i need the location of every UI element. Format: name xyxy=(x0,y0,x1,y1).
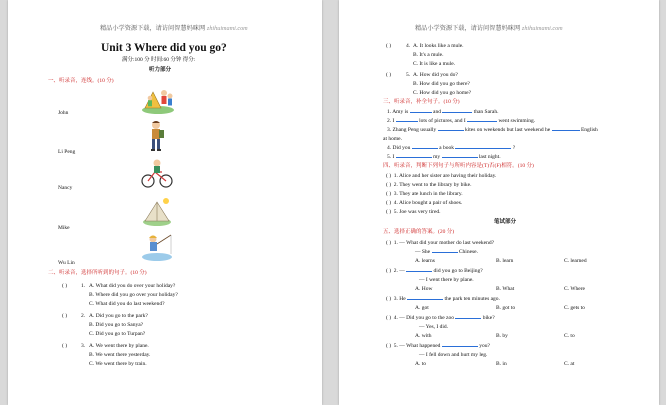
fill-sentence-3-cont: at home. xyxy=(383,136,402,142)
q2-option-b: B. Did you go to Sanya? xyxy=(89,322,144,328)
fill-blank[interactable] xyxy=(432,252,458,253)
fill-sentence-5: 5. I my last night. xyxy=(387,154,501,160)
fill-blank[interactable] xyxy=(467,121,497,122)
tf-row: ( ) 5. Joe was very tired. xyxy=(386,209,441,215)
hiker-icon xyxy=(143,119,169,153)
mc-q4-option-c: C. to xyxy=(564,333,575,339)
section-4-heading: 四、听录音，判断下列句子与所听内容是(T)否(F)相符。(10 分) xyxy=(383,163,534,169)
q3-option-a: A. We went there by plane. xyxy=(89,343,149,349)
q2-number: 2. xyxy=(81,313,86,319)
answer-bracket-q2[interactable]: ( ) xyxy=(62,313,68,319)
q3-number: 3. xyxy=(81,343,86,349)
name-mike: Mike xyxy=(58,225,70,231)
q5-option-c: C. How did you go home? xyxy=(413,90,472,96)
answer-bracket[interactable]: ( ) xyxy=(386,343,392,349)
q1-number: 1. xyxy=(81,283,86,289)
name-li-peng: Li Peng xyxy=(58,149,76,155)
answer-bracket[interactable]: ( ) xyxy=(386,200,392,206)
fill-sentence-1: 1. Amy is and than Sarah. xyxy=(387,109,499,115)
site-banner[interactable]: 精品小学资源下载，请访问智慧妈咪网 zhihuimami.com xyxy=(415,25,563,32)
q4-option-c: C. It is like a mule. xyxy=(413,61,456,67)
fill-sentence-4: 4. Did you a book ? xyxy=(387,145,516,151)
fill-blank[interactable] xyxy=(412,148,438,149)
q2-option-c: C. Did you go to Turpan? xyxy=(89,331,146,337)
mc-q2: ( ) 2. — did you go to Beijing? xyxy=(386,268,483,274)
mc-q1-option-b: B. learn xyxy=(496,258,514,264)
mc-q5-option-c: C. at xyxy=(564,361,575,367)
mc-q3-option-b: B. got to xyxy=(496,305,516,311)
mc-q5: ( ) 5. — What happened you? xyxy=(386,343,490,349)
fill-blank[interactable] xyxy=(410,112,432,113)
mc-q5-option-a: A. to xyxy=(415,361,426,367)
fill-blank[interactable] xyxy=(396,121,418,122)
answer-bracket-q3[interactable]: ( ) xyxy=(62,343,68,349)
fill-blank[interactable] xyxy=(442,112,472,113)
worksheet-page-2 xyxy=(339,0,659,405)
q4-option-a: A. It looks like a mule. xyxy=(413,43,464,49)
fill-blank[interactable] xyxy=(442,346,478,347)
mc-q1-line2: — She Chinese. xyxy=(415,249,478,255)
answer-bracket[interactable]: ( ) xyxy=(386,191,392,197)
q5-number: 5. xyxy=(406,72,411,78)
section-1-heading: 一、听录音，连线。(10 分) xyxy=(48,78,114,84)
answer-bracket[interactable]: ( ) xyxy=(386,173,392,179)
fill-blank[interactable] xyxy=(407,299,443,300)
mc-q3-option-c: C. gets to xyxy=(564,305,585,311)
q3-option-c: C. We went there by train. xyxy=(89,361,147,367)
q1-option-b: B. Where did you go over your holiday? xyxy=(89,292,178,298)
answer-bracket[interactable]: ( ) xyxy=(386,315,392,321)
tf-row: ( ) 2. They went to the library by bike. xyxy=(386,182,472,188)
mc-q3: ( ) 3. He the park ten minutes ago. xyxy=(386,296,500,302)
mc-q2-line2: — I went there by plane. xyxy=(419,277,474,283)
q3-option-b: B. We went there yesterday. xyxy=(89,352,151,358)
answer-bracket-q5[interactable]: ( ) xyxy=(386,72,392,78)
answer-bracket-q4[interactable]: ( ) xyxy=(386,43,392,49)
answer-bracket[interactable]: ( ) xyxy=(386,268,392,274)
tent-on-hill-icon xyxy=(142,196,172,226)
mc-q2-option-a: A. How xyxy=(415,286,433,292)
q1-option-a: A. What did you do over your holiday? xyxy=(89,283,176,289)
answer-bracket[interactable]: ( ) xyxy=(386,209,392,215)
answer-bracket-q1[interactable]: ( ) xyxy=(62,283,68,289)
section-5-heading: 五、选择正确的答案。(20 分) xyxy=(383,229,455,235)
section-2-heading: 二、听录音，选择所听到的句子。(10 分) xyxy=(48,270,147,276)
fill-blank[interactable] xyxy=(438,130,464,131)
name-john: John xyxy=(58,110,69,116)
kids-camping-icon xyxy=(141,84,175,114)
tf-row: ( ) 4. Alice bought a pair of shoes. xyxy=(386,200,463,206)
tf-row: ( ) 3. They ate lunch in the library. xyxy=(386,191,463,197)
fill-sentence-2: 2. I lots of pictures, and I went swimming. xyxy=(387,118,536,124)
mc-q1-option-a: A. learns xyxy=(415,258,435,264)
mc-q4-option-b: B. by xyxy=(496,333,508,339)
bike-rider-icon xyxy=(140,158,174,188)
page-title: Unit 3 Where did you go? xyxy=(101,42,227,54)
q5-option-b: B. How did you go there? xyxy=(413,81,470,87)
tf-row: ( ) 1. Alice and her sister are having their holiday. xyxy=(386,173,497,179)
listening-heading: 听力部分 xyxy=(149,67,172,73)
mc-q5-option-b: B. in xyxy=(496,361,507,367)
name-wu-lin: Wu Lin xyxy=(58,260,75,266)
answer-bracket[interactable]: ( ) xyxy=(386,296,392,302)
fill-blank[interactable] xyxy=(552,130,580,131)
mc-q4-option-a: A. with xyxy=(415,333,432,339)
mc-q2-option-b: B. What xyxy=(496,286,515,292)
mc-q4: ( ) 4. — Did you go to the zoo bike? xyxy=(386,315,495,321)
fill-sentence-3: 3. Zhang Peng usually kites on weekends but last weekend he English xyxy=(387,127,598,133)
name-nancy: Nancy xyxy=(58,185,73,191)
section-3-heading: 三、听录音，补全句子。(10 分) xyxy=(383,99,460,105)
mc-q1: ( ) 1. — What did your mother do last weekend? xyxy=(386,240,495,246)
written-heading: 笔试部分 xyxy=(494,219,517,225)
answer-bracket[interactable]: ( ) xyxy=(386,182,392,188)
mc-q3-option-a: A. got xyxy=(415,305,429,311)
q1-option-c: C. What did you do last weekend? xyxy=(89,301,165,307)
q4-number: 4. xyxy=(406,43,411,49)
q2-option-a: A. Did you go to the park? xyxy=(89,313,148,319)
fill-blank[interactable] xyxy=(396,157,432,158)
mc-q1-option-c: C. learned xyxy=(564,258,587,264)
fill-blank[interactable] xyxy=(455,148,511,149)
mc-q4-line2: — Yes, I did. xyxy=(419,324,449,330)
worksheet-page-1 xyxy=(8,0,322,405)
fisherman-icon xyxy=(141,232,173,262)
fill-blank[interactable] xyxy=(406,271,432,272)
fill-blank[interactable] xyxy=(455,318,481,319)
mc-q5-line2: — I fell down and hurt my leg. xyxy=(419,352,488,358)
q5-option-a: A. How did you do? xyxy=(413,72,458,78)
q4-option-b: B. It's a mule. xyxy=(413,52,444,58)
score-line: 满分:100 分 时间:60 分钟 得分: xyxy=(122,57,196,63)
site-banner[interactable]: 精品小学资源下载，请访问智慧妈咪网 zhihuimami.com xyxy=(100,25,248,32)
fill-blank[interactable] xyxy=(442,157,478,158)
mc-q2-option-c: C. Where xyxy=(564,286,585,292)
answer-bracket[interactable]: ( ) xyxy=(386,240,392,246)
